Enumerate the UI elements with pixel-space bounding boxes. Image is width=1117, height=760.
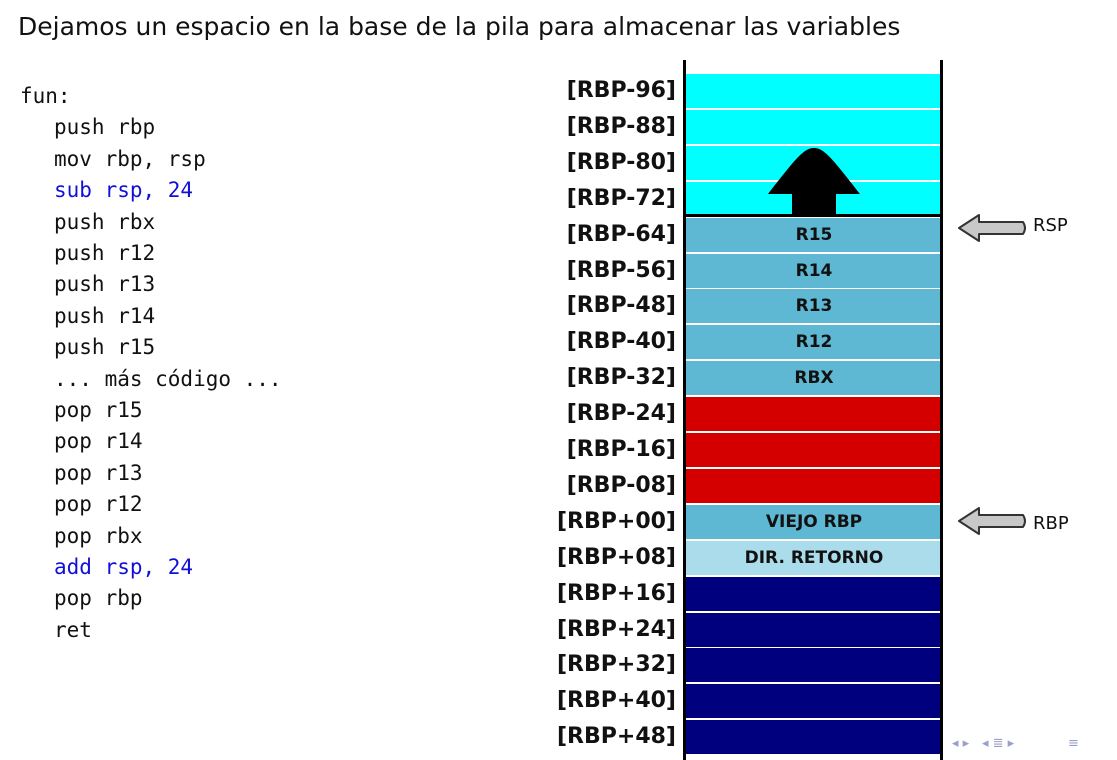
stack-slot (686, 361, 942, 395)
stack-address: [RBP+40] (557, 688, 676, 714)
stack-left-border (683, 60, 686, 760)
stack-address: [RBP-80] (566, 149, 676, 175)
up-arrow-icon (766, 148, 862, 216)
stack-slot (686, 613, 942, 647)
stack-slot-label (686, 397, 942, 431)
slide-title: Dejamos un espacio en la base de la pila para almacenar las variables (18, 12, 901, 41)
stack-slot-label (686, 613, 942, 647)
stack-address: [RBP+32] (557, 652, 676, 678)
stack-slot-label (686, 110, 942, 144)
code-line: push rbx (54, 209, 156, 234)
stack-address: [RBP-32] (566, 365, 676, 391)
code-line: ... más código ... (54, 366, 282, 391)
stack-slot-label: RBX (794, 368, 834, 389)
stack-slot (686, 397, 942, 431)
stack-address: [RBP-48] (566, 293, 676, 319)
code-line: pop r14 (54, 429, 143, 454)
stack-address: [RBP+48] (557, 724, 676, 750)
stack-slot (686, 325, 942, 359)
nav-subsection-icon[interactable]: ◂ ▸ (952, 736, 970, 751)
stack-right-border (940, 60, 943, 760)
code-line: pop r15 (54, 398, 143, 422)
stack-slot-label (686, 469, 942, 503)
stack-slot (686, 505, 942, 539)
stack-slot (686, 720, 942, 754)
stack-address: [RBP-24] (566, 401, 676, 427)
code-line: push r14 (54, 303, 156, 328)
stack-slot (686, 110, 942, 144)
stack-slot-label (686, 720, 942, 754)
nav-section-icon[interactable]: ◂ ≣ ▸ (982, 736, 1015, 751)
code-line: ret (54, 617, 92, 642)
code-line: pop rbp (54, 586, 143, 611)
stack-slot (686, 684, 942, 718)
stack-address: [RBP-96] (566, 78, 676, 103)
code-line: mov rbp, rsp (54, 146, 206, 171)
rbp-label: RBP (1033, 513, 1069, 534)
stack-slot-label: VIEJO RBP (765, 511, 863, 532)
stack-address: [RBP-88] (566, 113, 676, 139)
code-line: pop r13 (54, 460, 143, 485)
code-line: add rsp, 24 (54, 555, 194, 579)
stack-slot-label (686, 684, 942, 718)
code-line: push r12 (54, 241, 156, 265)
stack-slot-label (686, 577, 942, 611)
rsp-label: RSP (1033, 215, 1068, 236)
code-line: push r13 (54, 272, 156, 297)
stack-slot-label (686, 74, 942, 108)
code-line: sub rsp, 24 (54, 178, 194, 203)
stack-slot-label (686, 433, 942, 467)
left-arrow-icon (957, 213, 1029, 243)
code-line: push rbp (54, 115, 156, 140)
stack-slot (686, 541, 942, 575)
code-line: push r15 (54, 335, 156, 360)
code-line: pop rbx (54, 523, 143, 548)
stack-address: [RBP+08] (557, 544, 676, 570)
stack-slot-label (686, 648, 942, 682)
stack-slot-label: R14 (795, 260, 833, 281)
stack-slot (686, 433, 942, 467)
stack-slot-label: R13 (795, 296, 833, 317)
stack-slot (686, 469, 942, 503)
stack-address: [RBP-56] (566, 257, 676, 283)
stack-slot (686, 289, 942, 323)
stack-slot (686, 577, 942, 611)
stack-address: [RBP+16] (557, 580, 676, 606)
left-arrow-icon (957, 506, 1029, 536)
stack-slot (686, 648, 942, 682)
stack-slot-label: R15 (795, 224, 833, 245)
stack-slot-label: DIR. RETORNO (744, 547, 884, 568)
stack-slot (686, 74, 942, 108)
code-line: fun: (20, 84, 71, 108)
stack-slot-label: R12 (795, 332, 833, 353)
stack-address: [RBP-08] (566, 472, 676, 498)
stack-address: [RBP-16] (566, 437, 676, 462)
stack-address: [RBP+00] (557, 508, 676, 534)
stack-address: [RBP-40] (566, 329, 676, 355)
stack-address: [RBP-72] (566, 185, 676, 211)
stack-address: [RBP-64] (566, 221, 676, 247)
nav-align-icon[interactable]: ≡ (1068, 736, 1079, 751)
stack-slot (686, 218, 942, 252)
code-line: pop r12 (54, 492, 143, 517)
stack-slot (686, 254, 942, 288)
stack-address: [RBP+24] (557, 616, 676, 642)
